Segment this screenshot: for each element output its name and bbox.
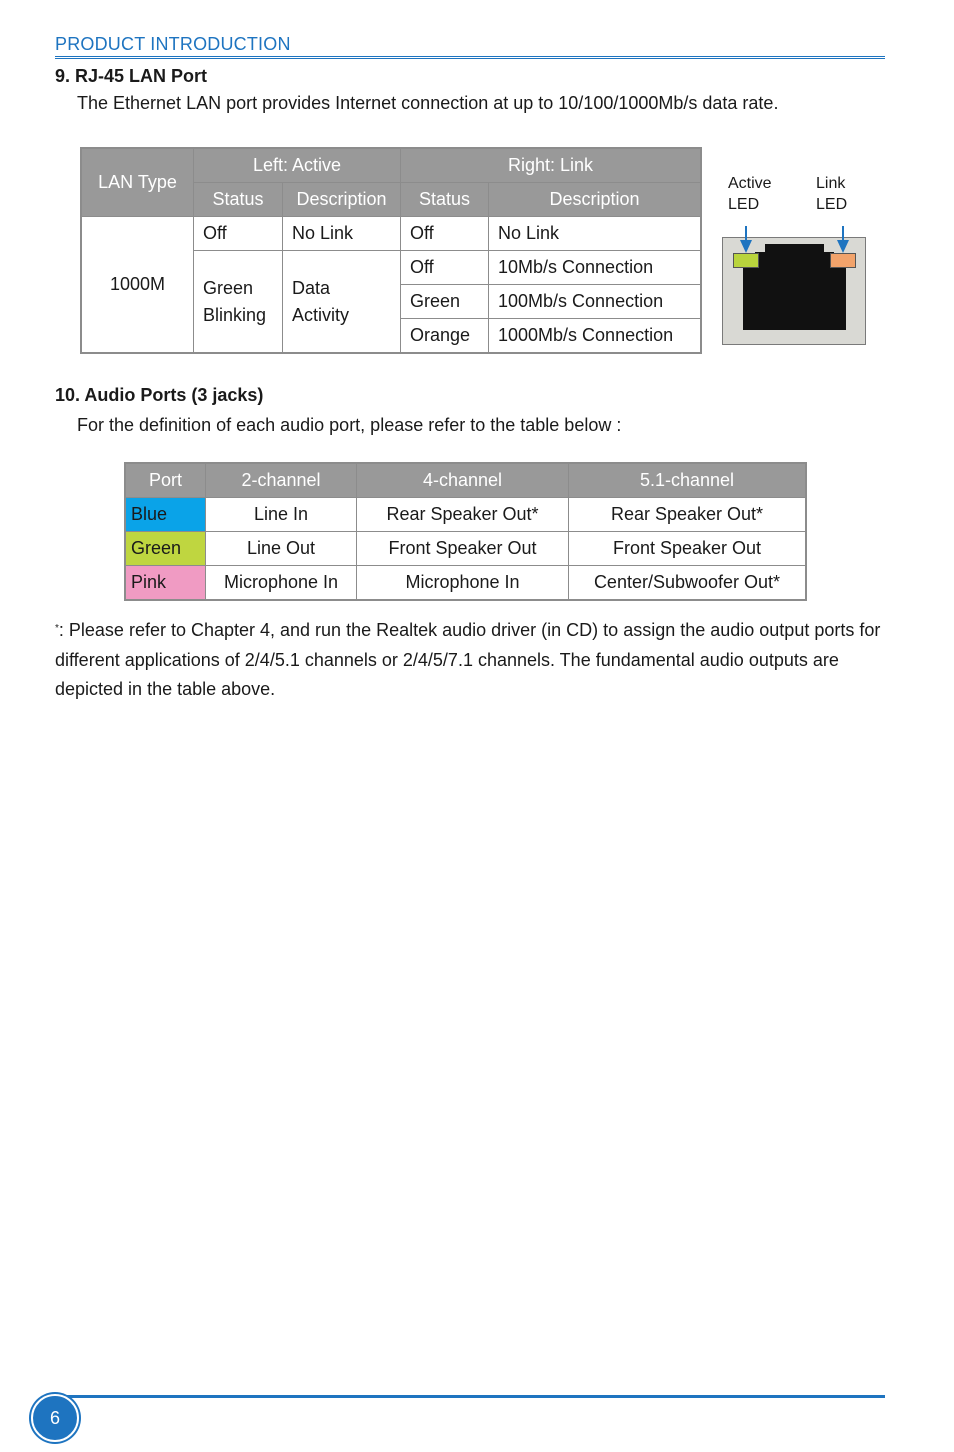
link-led-label-line2: LED	[816, 196, 848, 213]
left-status-cell: Off	[194, 217, 283, 251]
link-led-arrow-icon	[835, 226, 851, 254]
header-right-link: Right: Link	[401, 148, 702, 183]
header-2-channel: 2-channel	[206, 463, 357, 498]
header-right-description: Description	[489, 183, 702, 217]
two-channel-cell: Microphone In	[206, 566, 357, 601]
link-led-label-line1: Link	[816, 175, 846, 192]
header-left-description: Description	[283, 183, 401, 217]
active-led-label	[728, 173, 772, 215]
left-description-cell: No Link	[283, 217, 401, 251]
active-led-label-line2: LED	[728, 196, 760, 213]
four-channel-cell: Front Speaker Out	[357, 532, 569, 566]
header-left-active: Left: Active	[194, 148, 401, 183]
footer-rule	[55, 1395, 885, 1398]
lan-type-value: 1000M	[81, 217, 194, 354]
five-one-channel-cell: Front Speaker Out	[569, 532, 807, 566]
lan-led-table	[80, 147, 702, 354]
audio-description: For the definition of each audio port, please refer to the table below :	[77, 415, 622, 435]
footnote-marker: *	[55, 623, 59, 634]
right-status-cell: Orange	[401, 319, 489, 354]
five-one-channel-cell: Center/Subwoofer Out*	[569, 566, 807, 601]
table-row	[125, 532, 806, 566]
five-one-channel-cell: Rear Speaker Out*	[569, 498, 807, 532]
right-description-cell: No Link	[489, 217, 702, 251]
lan-heading: 9. RJ-45 LAN Port	[55, 66, 208, 86]
active-led-arrow-icon	[738, 226, 754, 254]
two-channel-cell: Line Out	[206, 532, 357, 566]
four-channel-cell: Rear Speaker Out*	[357, 498, 569, 532]
active-led	[733, 253, 759, 268]
header-5-1-channel: 5.1-channel	[569, 463, 807, 498]
page-number-badge: 6	[31, 1394, 79, 1442]
header-right-status: Status	[401, 183, 489, 217]
lan-description: The Ethernet LAN port provides Internet connection at up to 10/100/1000Mb/s data rate.	[77, 93, 779, 113]
header-lan-type: LAN Type	[81, 148, 194, 217]
right-status-cell: Off	[401, 217, 489, 251]
table-row	[125, 498, 806, 532]
right-description-cell: 10Mb/s Connection	[489, 251, 702, 285]
table-row	[125, 566, 806, 601]
footnote-text: : Please refer to Chapter 4, and run the Realtek audio driver (in CD) to assign the audio output ports for different applications of 2/4/5.1 channels or 2/4/5/7.1 channels. The fundamental audio outputs are depicted in the table above.	[55, 620, 881, 699]
four-channel-cell: Microphone In	[357, 566, 569, 601]
right-status-cell: Off	[401, 251, 489, 285]
header-4-channel: 4-channel	[357, 463, 569, 498]
left-status-cell: Green Blinking	[194, 251, 283, 354]
section-header: PRODUCT INTRODUCTION	[55, 34, 291, 54]
table-row	[81, 217, 701, 251]
right-description-cell: 1000Mb/s Connection	[489, 319, 702, 354]
port-color-cell: Blue	[125, 498, 206, 532]
header-left-status: Status	[194, 183, 283, 217]
link-led-label	[816, 173, 847, 215]
port-color-cell: Green	[125, 532, 206, 566]
header-rule	[55, 56, 885, 59]
two-channel-cell: Line In	[206, 498, 357, 532]
audio-footnote	[55, 616, 895, 705]
right-description-cell: 100Mb/s Connection	[489, 285, 702, 319]
audio-ports-table	[124, 462, 807, 601]
audio-heading: 10. Audio Ports (3 jacks)	[55, 385, 264, 405]
port-color-cell: Pink	[125, 566, 206, 601]
link-led	[830, 253, 856, 268]
right-status-cell: Green	[401, 285, 489, 319]
active-led-label-line1: Active	[728, 175, 772, 192]
left-description-cell: Data Activity	[283, 251, 401, 354]
header-port: Port	[125, 463, 206, 498]
